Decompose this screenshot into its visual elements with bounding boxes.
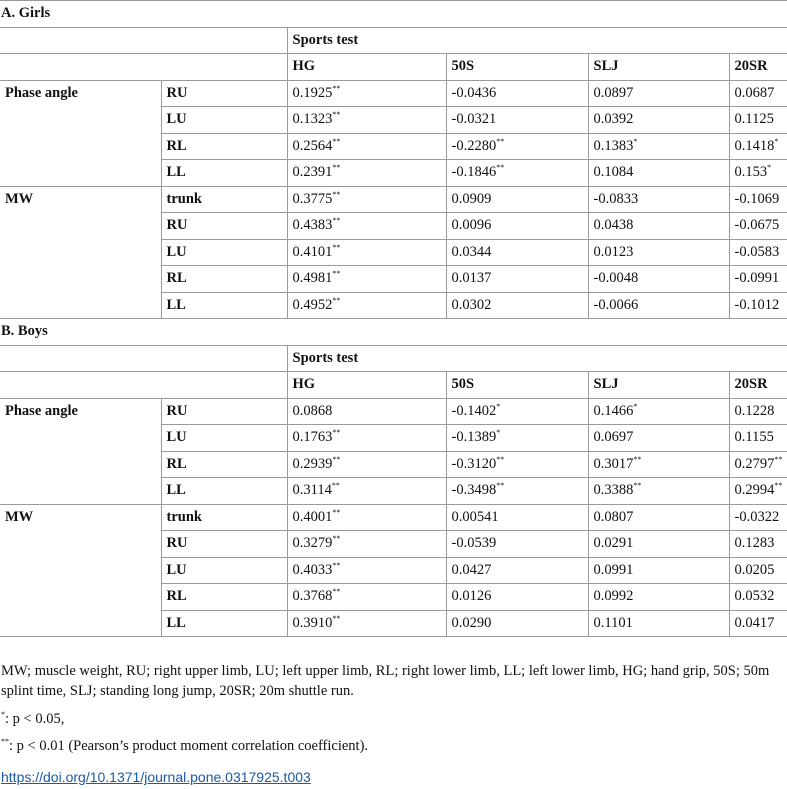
- cell-hg: [287, 398, 446, 425]
- cell-sr20: [729, 266, 787, 293]
- cell-slj: [588, 213, 729, 240]
- cell-sr20: [729, 425, 787, 452]
- cell-value: 0.0123: [593, 243, 634, 260]
- cell-value: -0.0048: [593, 270, 639, 286]
- sports-test-header-row: [0, 27, 787, 54]
- cell-value: 0.0868: [292, 402, 333, 419]
- cell-sr20: [729, 186, 787, 213]
- cell-value: 0.1418: [734, 137, 775, 154]
- significance-mark: **: [331, 481, 340, 490]
- cell-sr20: [729, 292, 787, 319]
- cell-value: 0.0897: [593, 84, 634, 101]
- cell-value: 0.1125: [734, 111, 774, 127]
- significance-mark: **: [332, 269, 341, 278]
- significance-mark: **: [332, 242, 341, 252]
- cell-value: -0.0436: [451, 84, 497, 101]
- cell-hg: [287, 239, 446, 266]
- cell-value: 0.3279: [292, 535, 333, 551]
- footnote-text: : p < 0.01 (Pearson’s product moment correlation coefficient).: [9, 738, 369, 754]
- col-header-slj: SLJ: [588, 372, 729, 399]
- cell-value: -0.0991: [734, 270, 780, 286]
- cell-value: 0.153: [734, 164, 768, 180]
- significance-mark: **: [332, 454, 341, 464]
- significance-mark: **: [332, 83, 341, 93]
- col-header-50s: 50S: [446, 372, 588, 399]
- significance-mark: **: [332, 560, 341, 570]
- cell-value: -0.1846: [451, 164, 497, 180]
- cell-sr20: [729, 213, 787, 240]
- row-label: RU: [161, 213, 287, 240]
- cell-hg: [287, 504, 446, 531]
- significance-mark: *: [496, 428, 501, 437]
- cell-value: 0.1763: [292, 429, 333, 445]
- cell-value: -0.0539: [451, 535, 497, 551]
- cell-hg: [287, 610, 446, 637]
- cell-value: 0.0290: [451, 614, 492, 631]
- section-title-boys: B. Boys: [0, 319, 787, 346]
- cell-value: 0.0427: [451, 561, 492, 578]
- significance-mark: **: [332, 163, 341, 172]
- row-label: LL: [161, 160, 287, 187]
- group-label-phase-angle: Phase angle: [0, 80, 161, 186]
- row-label: RU: [161, 80, 287, 107]
- significance-mark: **: [774, 454, 783, 464]
- cell-hg: [287, 80, 446, 107]
- col-header-hg: HG: [287, 54, 446, 81]
- significance-mark: **: [332, 136, 341, 146]
- significance-mark: **: [1, 737, 9, 746]
- cell-value: 0.0992: [593, 588, 634, 604]
- cell-slj: [588, 531, 729, 558]
- cell-s50: [446, 239, 588, 266]
- cell-s50: [446, 557, 588, 584]
- cell-value: 0.1466: [593, 402, 634, 419]
- cell-sr20: [729, 557, 787, 584]
- cell-value: -0.1069: [734, 190, 780, 207]
- cell-sr20: [729, 531, 787, 558]
- cell-value: 0.0909: [451, 190, 492, 207]
- doi-link[interactable]: https://doi.org/10.1371/journal.pone.0317925.t003: [1, 769, 311, 785]
- significance-mark: **: [332, 613, 341, 623]
- cell-value: -0.0583: [734, 243, 780, 260]
- table-row: [0, 398, 787, 425]
- cell-value: 0.0438: [593, 217, 634, 233]
- significance-mark: **: [774, 481, 783, 490]
- cell-slj: [588, 504, 729, 531]
- cell-slj: [588, 398, 729, 425]
- cell-hg: [287, 213, 446, 240]
- cell-value: 0.0137: [451, 270, 492, 286]
- table-row: [0, 80, 787, 107]
- cell-value: 0.0807: [593, 508, 634, 525]
- cell-value: 0.1084: [593, 164, 634, 180]
- row-label: RL: [161, 451, 287, 478]
- cell-sr20: [729, 451, 787, 478]
- cell-s50: [446, 478, 588, 505]
- row-label: RU: [161, 398, 287, 425]
- col-header-slj: SLJ: [588, 54, 729, 81]
- cell-slj: [588, 584, 729, 611]
- column-header-row: [0, 372, 787, 399]
- cell-value: 0.0344: [451, 243, 492, 260]
- cell-value: 0.1383: [593, 137, 634, 154]
- cell-slj: [588, 133, 729, 160]
- cell-s50: [446, 107, 588, 134]
- table-row: [0, 186, 787, 213]
- cell-slj: [588, 557, 729, 584]
- cell-sr20: [729, 398, 787, 425]
- cell-value: 0.0291: [593, 535, 634, 551]
- group-label-phase-angle: Phase angle: [0, 398, 161, 504]
- cell-slj: [588, 451, 729, 478]
- section-header-boys: [0, 319, 787, 346]
- cell-s50: [446, 504, 588, 531]
- cell-value: -0.3498: [451, 482, 497, 498]
- cell-s50: [446, 213, 588, 240]
- row-label: RL: [161, 584, 287, 611]
- row-label: RL: [161, 133, 287, 160]
- row-label: RL: [161, 266, 287, 293]
- cell-sr20: [729, 239, 787, 266]
- cell-value: 0.4001: [292, 508, 333, 525]
- significance-mark: **: [332, 587, 341, 596]
- cell-hg: [287, 584, 446, 611]
- cell-value: -0.2280: [451, 137, 497, 154]
- cell-value: -0.0833: [593, 190, 639, 207]
- cell-value: 0.3768: [292, 588, 333, 604]
- row-label: LL: [161, 292, 287, 319]
- row-label: trunk: [161, 504, 287, 531]
- cell-sr20: [729, 478, 787, 505]
- cell-slj: [588, 266, 729, 293]
- cell-value: 0.1228: [734, 402, 775, 419]
- cell-sr20: [729, 133, 787, 160]
- cell-s50: [446, 133, 588, 160]
- cell-s50: [446, 451, 588, 478]
- row-label: LU: [161, 425, 287, 452]
- cell-value: 0.4383: [292, 217, 333, 233]
- cell-slj: [588, 160, 729, 187]
- row-label: LU: [161, 107, 287, 134]
- cell-value: 0.0302: [451, 296, 492, 313]
- cell-s50: [446, 531, 588, 558]
- significance-mark: **: [496, 163, 505, 172]
- col-header-50s: 50S: [446, 54, 588, 81]
- group-label-mw: MW: [0, 186, 161, 319]
- cell-s50: [446, 186, 588, 213]
- cell-sr20: [729, 504, 787, 531]
- significance-mark: *: [767, 163, 772, 172]
- cell-hg: [287, 531, 446, 558]
- row-label: LU: [161, 239, 287, 266]
- significance-mark: **: [332, 428, 341, 437]
- cell-s50: [446, 398, 588, 425]
- significance-mark: *: [774, 136, 779, 146]
- significance-mark: **: [633, 454, 642, 464]
- cell-hg: [287, 478, 446, 505]
- row-label: RU: [161, 531, 287, 558]
- cell-value: 0.3388: [593, 482, 634, 498]
- col-header-hg: HG: [287, 372, 446, 399]
- cell-value: 0.1925: [292, 84, 333, 101]
- cell-value: 0.4101: [292, 243, 333, 260]
- cell-value: -0.3120: [451, 455, 497, 472]
- significance-mark: **: [496, 481, 505, 490]
- cell-hg: [287, 425, 446, 452]
- cell-value: 0.4033: [292, 561, 333, 578]
- significance-mark: *: [1, 710, 5, 719]
- cell-value: 0.3114: [292, 482, 332, 498]
- footnote-significance-01: [1, 736, 785, 756]
- significance-mark: **: [332, 507, 341, 517]
- row-label: LU: [161, 557, 287, 584]
- cell-value: 0.2391: [292, 164, 333, 180]
- cell-slj: [588, 107, 729, 134]
- footnote-significance-05: [1, 709, 785, 729]
- cell-value: 0.4981: [292, 270, 333, 286]
- cell-value: -0.0066: [593, 296, 639, 313]
- cell-value: 0.2797: [734, 455, 775, 472]
- cell-sr20: [729, 610, 787, 637]
- significance-mark: **: [332, 534, 341, 543]
- sports-test-header-row: [0, 345, 787, 372]
- cell-s50: [446, 610, 588, 637]
- cell-sr20: [729, 160, 787, 187]
- col-header-20sr: 20SR: [729, 54, 787, 81]
- cell-value: 0.0532: [734, 588, 775, 604]
- significance-mark: *: [496, 401, 501, 411]
- significance-mark: **: [332, 189, 341, 199]
- cell-hg: [287, 266, 446, 293]
- footnote-abbreviations: MW; muscle weight, RU; right upper limb, LU; left upper limb, RL; right lower limb, LL; left lower limb, HG; hand grip, 50S; 50m splint time, SLJ; standing long jump, 20SR; 20m shuttle run.: [1, 663, 770, 699]
- cell-slj: [588, 478, 729, 505]
- cell-value: 0.0205: [734, 561, 775, 578]
- significance-mark: **: [332, 110, 341, 119]
- cell-value: 0.0392: [593, 111, 634, 127]
- significance-mark: *: [633, 401, 638, 411]
- cell-s50: [446, 584, 588, 611]
- cell-value: 0.3775: [292, 190, 333, 207]
- cell-value: 0.0417: [734, 614, 775, 631]
- significance-mark: **: [332, 295, 341, 305]
- cell-slj: [588, 239, 729, 266]
- cell-value: 0.3017: [593, 455, 634, 472]
- cell-hg: [287, 451, 446, 478]
- table-row: [0, 504, 787, 531]
- cell-s50: [446, 80, 588, 107]
- section-title-girls: A. Girls: [0, 1, 787, 28]
- cell-value: -0.0675: [734, 217, 780, 233]
- cell-sr20: [729, 80, 787, 107]
- cell-value: 0.1155: [734, 429, 774, 445]
- cell-value: -0.1012: [734, 296, 780, 313]
- cell-value: 0.0096: [451, 217, 492, 233]
- significance-mark: **: [496, 136, 505, 146]
- cell-value: 0.00541: [451, 508, 499, 525]
- column-header-row: [0, 54, 787, 81]
- cell-s50: [446, 160, 588, 187]
- significance-mark: *: [633, 136, 638, 146]
- cell-value: 0.0687: [734, 84, 775, 101]
- cell-value: 0.0126: [451, 588, 492, 604]
- cell-value: -0.0321: [451, 111, 497, 127]
- group-label-mw: MW: [0, 504, 161, 637]
- row-label: LL: [161, 478, 287, 505]
- cell-slj: [588, 425, 729, 452]
- cell-hg: [287, 107, 446, 134]
- significance-mark: **: [633, 481, 642, 490]
- cell-s50: [446, 292, 588, 319]
- cell-value: 0.0991: [593, 561, 634, 578]
- row-label: trunk: [161, 186, 287, 213]
- cell-hg: [287, 160, 446, 187]
- cell-hg: [287, 133, 446, 160]
- cell-value: 0.2994: [734, 482, 775, 498]
- cell-value: 0.2564: [292, 137, 333, 154]
- section-header-girls: [0, 1, 787, 28]
- cell-value: 0.4952: [292, 296, 333, 313]
- cell-value: 0.3910: [292, 614, 333, 631]
- cell-s50: [446, 425, 588, 452]
- cell-value: 0.1283: [734, 535, 775, 551]
- cell-slj: [588, 610, 729, 637]
- cell-slj: [588, 292, 729, 319]
- sports-test-label: Sports test: [287, 345, 787, 372]
- cell-value: 0.1101: [593, 614, 633, 631]
- cell-value: -0.0322: [734, 508, 780, 525]
- cell-slj: [588, 80, 729, 107]
- col-header-20sr: 20SR: [729, 372, 787, 399]
- cell-sr20: [729, 107, 787, 134]
- cell-slj: [588, 186, 729, 213]
- cell-s50: [446, 266, 588, 293]
- cell-value: -0.1389: [451, 429, 497, 445]
- cell-hg: [287, 186, 446, 213]
- significance-mark: **: [332, 216, 341, 225]
- footnote-text: : p < 0.05,: [5, 711, 65, 727]
- cell-value: 0.1323: [292, 111, 333, 127]
- cell-sr20: [729, 584, 787, 611]
- row-label: LL: [161, 610, 287, 637]
- significance-mark: **: [496, 454, 505, 464]
- sports-test-label: Sports test: [287, 27, 787, 54]
- cell-hg: [287, 292, 446, 319]
- cell-value: 0.2939: [292, 455, 333, 472]
- cell-value: -0.1402: [451, 402, 497, 419]
- cell-hg: [287, 557, 446, 584]
- cell-value: 0.0697: [593, 429, 634, 445]
